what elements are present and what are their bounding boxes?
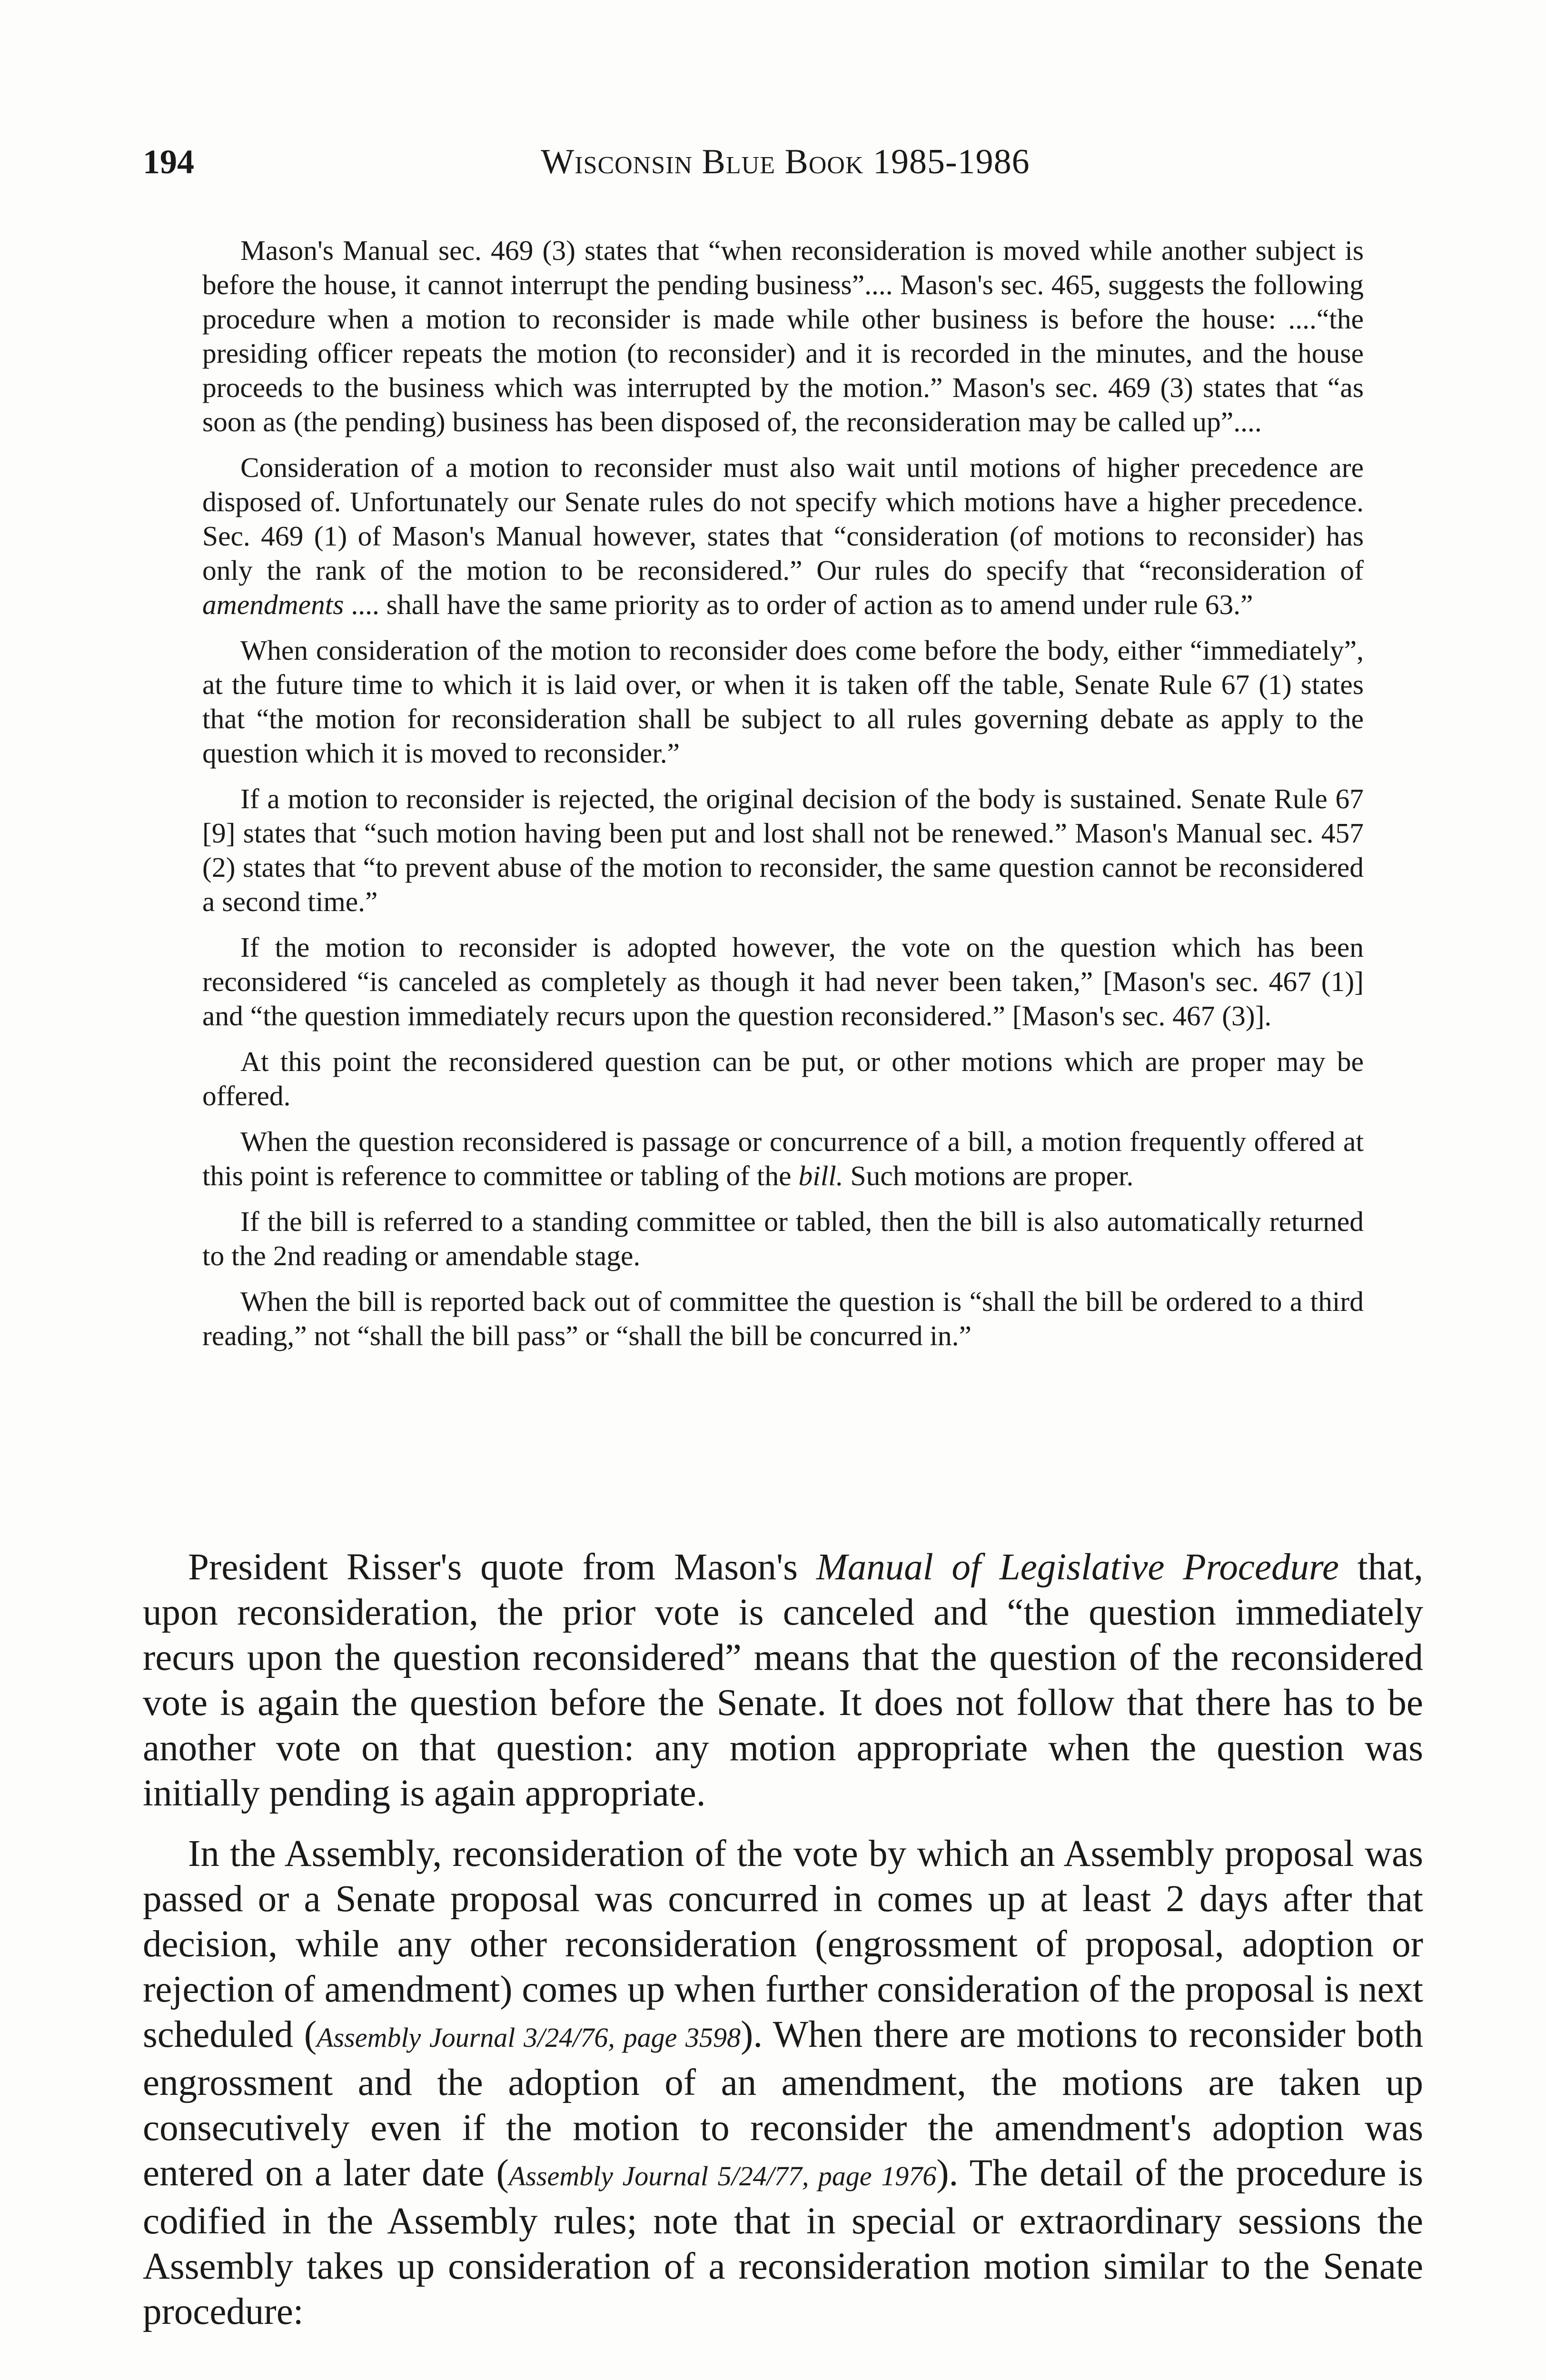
journal-title: Assembly Journal — [508, 2161, 708, 2192]
quote-text: Consideration of a motion to reconsider must also wait until motions of higher precedence are disposed of. Unfortunately our Senate rules do not specify which motions have a higher precedence. Sec. 469 (1) of Mason's Manual however, states that “consideration (of motions to reconsider) has only the rank of the motion to be reconsidered.” Our rules do specify that “reconsideration of — [202, 452, 1364, 586]
quote-text: .... shall have the same priority as to order of action as to amend under rule 63.” — [344, 589, 1253, 620]
page-header — [143, 136, 1428, 188]
body-text-run: that, upon reconsideration, the prior vote is canceled and “the question immediately recurs upon the question reconsidered” means that the question of the reconsidered vote is again the question before the Senate. It does not follow that there has to be another vote on that question: any motion appropriate when the question was initially pending is again appropriate. — [143, 1547, 1423, 1814]
quote-paragraph-2 — [202, 450, 1364, 622]
quote-paragraph-8: If the bill is referred to a standing committee or tabled, then the bill is also automatically returned to the 2nd reading or amendable stage. — [202, 1206, 1364, 1271]
journal-ref: 3/24/76, page 3598 — [515, 2022, 741, 2053]
quote-paragraph-9: When the bill is reported back out of committee the question is “shall the bill be ordered to a third reading,” not “shall the bill pass” or “shall the bill be concurred in.” — [202, 1286, 1364, 1351]
body-text — [143, 1545, 1423, 2350]
quote-paragraph-3: When consideration of the motion to reconsider does come before the body, either “immediately”, at the future time to which it is laid over, or when it is taken off the table, Senate Rule 67 (1) states that “the motion for reconsideration shall be subject to all rules governing debate as apply to the question which it is moved to reconsider.” — [202, 635, 1364, 769]
quote-paragraph-1: Mason's Manual sec. 469 (3) states that “when reconsideration is moved while another subject is before the house, it cannot interrupt the pending business”.... Mason's sec. 465, suggests the following procedure when a motion to reconsider is made while other business is before the house: ....“the presiding officer repeats the motion (to reconsider) and it is recorded in the minutes, and the house proceeds to the business which was interrupted by the motion.” Mason's sec. 469 (3) states that “as soon as (the pending) business has been disposed of, the reconsideration may be called up”.... — [202, 235, 1364, 437]
journal-ref: 5/24/77, page 1976 — [708, 2161, 937, 2192]
body-text-run: In the Assembly, reconsideration of the vote by which an Assembly proposal was passed or a Senate proposal was concurred in comes up at least 2 days after that decision, while any other reconsideration (engrossment of proposal, adoption or rejection of amendment) comes up when further consideration of the proposal is next scheduled ( — [143, 1833, 1423, 2055]
quote-paragraph-5: If the motion to reconsider is adopted however, the vote on the question which has been reconsidered “is canceled as completely as though it had never been taken,” [Mason's sec. 467 (1)] and “the question immediately recurs upon the question reconsidered.” [Mason's sec. 467 (3)]. — [202, 932, 1364, 1031]
quote-paragraph-6: At this point the reconsidered question can be put, or other motions which are proper may be offered. — [202, 1046, 1364, 1111]
emphasis-text: amendments — [202, 589, 344, 620]
running-title: Wisconsin Blue Book 1985-1986 — [541, 142, 1030, 181]
journal-citation — [509, 2161, 936, 2192]
page-number: 194 — [143, 143, 194, 181]
journal-title: Assembly Journal — [317, 2022, 515, 2053]
body-paragraph-1 — [143, 1545, 1423, 1816]
body-text-run: ). The detail of the procedure is codified in the Assembly rules; note that in special or extraordinary sessions the Assembly takes up consideration of a reconsideration motion similar to the Senate procedure: — [143, 2152, 1423, 2332]
journal-citation — [317, 2022, 741, 2053]
quote-text: Such motions are proper. — [843, 1160, 1134, 1191]
body-text-run: President Risser's quote from Mason's — [188, 1547, 816, 1588]
book-title: Manual of Legislative Procedure — [816, 1547, 1339, 1588]
body-text-run: ). When there are motions to reconsider both engrossment and the adoption of an amendment, the motions are taken up consecutively even if the motion to reconsider the amendment's adoption was entered on a later date ( — [143, 2014, 1423, 2194]
quote-text: When the question reconsidered is passage or concurrence of a bill, a motion frequently offered at this point is reference to committee or tabling of the — [202, 1126, 1364, 1191]
quote-paragraph-7 — [202, 1124, 1364, 1193]
quoted-excerpt — [202, 233, 1364, 1364]
quote-paragraph-4: If a motion to reconsider is rejected, the original decision of the body is sustained. Senate Rule 67 [9] states that “such motion having been put and lost shall not be renewed.” Mason's Manual sec. 457 (2) states that “to prevent abuse of the motion to reconsider, the same question cannot be reconsidered a second time.” — [202, 783, 1364, 917]
body-paragraph-2 — [143, 1831, 1423, 2334]
emphasis-text: bill. — [798, 1160, 843, 1191]
